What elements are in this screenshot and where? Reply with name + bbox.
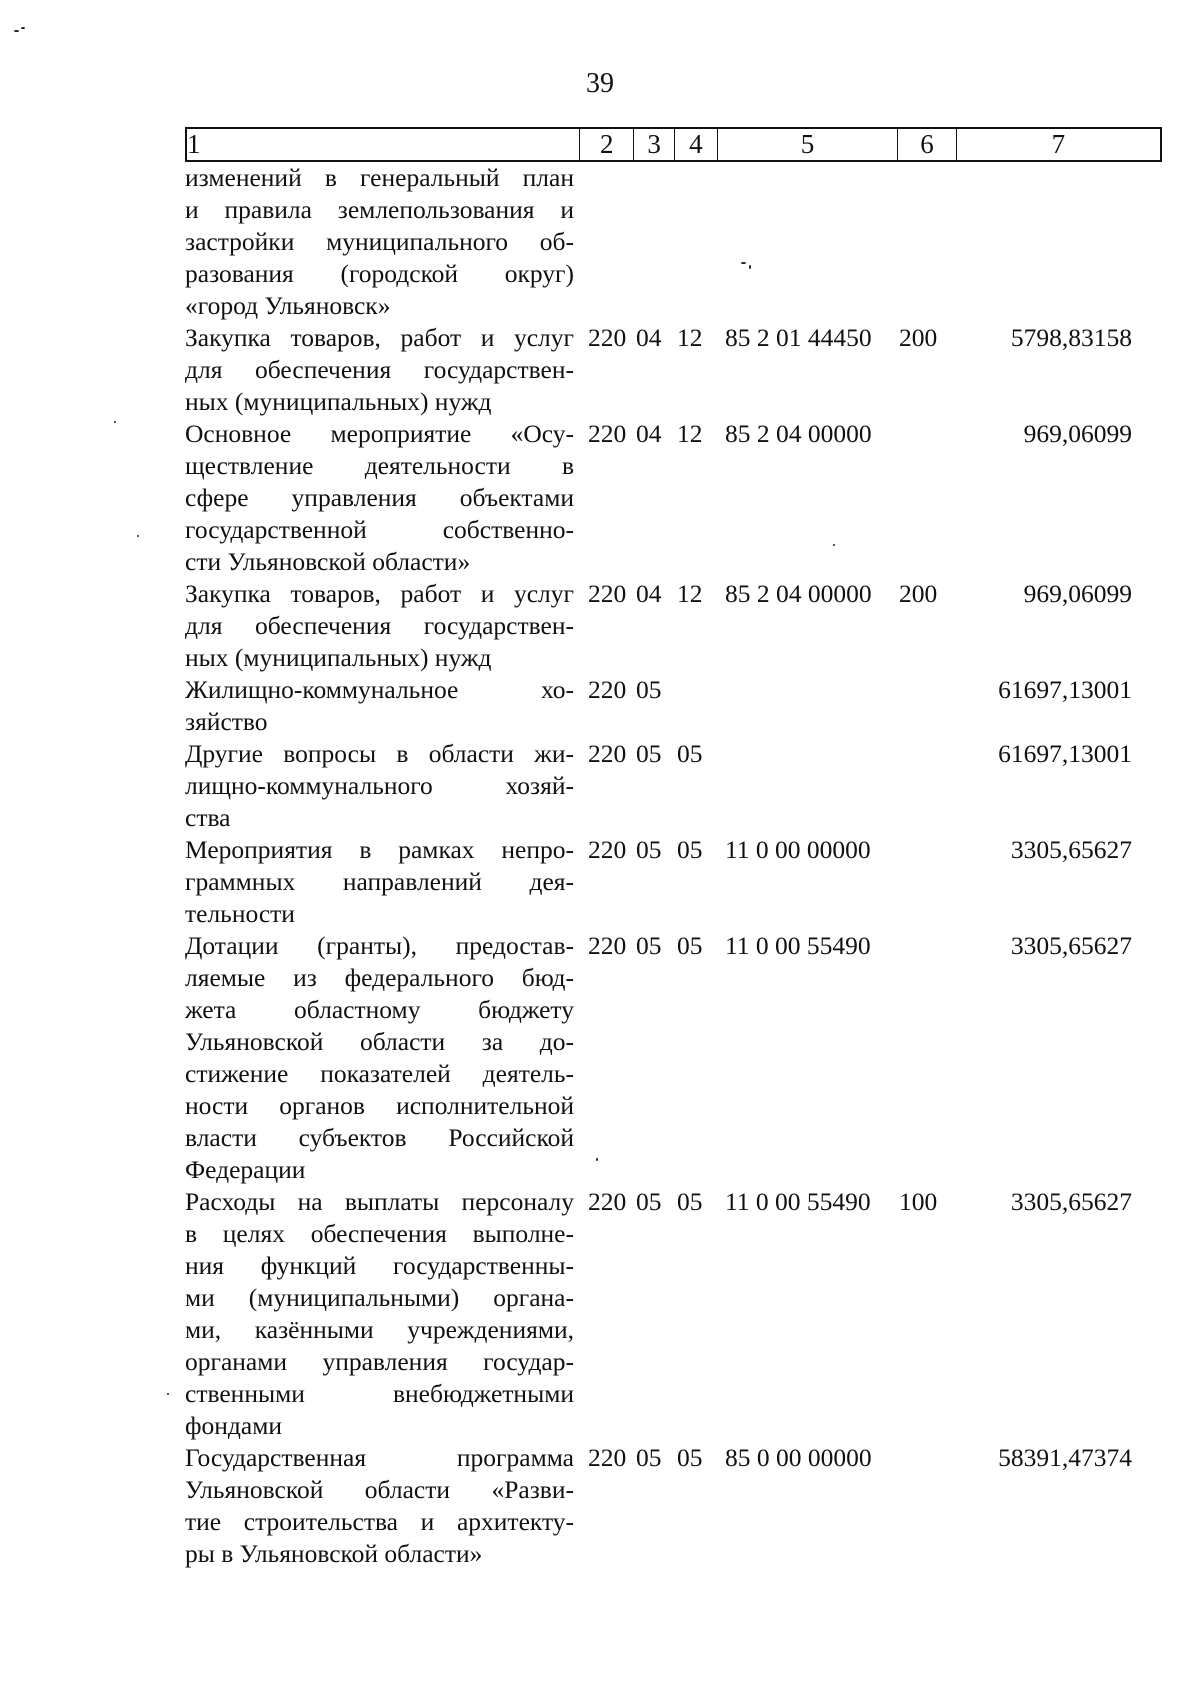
description-line: Ульяновской области «Разви-: [185, 1475, 574, 1504]
description-line: граммных направлений дея-: [185, 867, 574, 896]
header-cell-6: 6: [898, 129, 957, 160]
description-line: Жилищно-коммунальное хо-: [185, 675, 574, 704]
row-section-code: 220: [588, 419, 627, 448]
description-line: ных (муниципальных) нужд: [185, 387, 492, 416]
row-target-article-code: 85 2 01 44450: [725, 323, 872, 352]
row-item-code: 12: [677, 323, 703, 352]
row-amount: 3305,65627: [1010, 931, 1132, 960]
description-line: ры в Ульяновской области»: [185, 1539, 483, 1568]
description-line: стижение показателей деятель-: [185, 1059, 574, 1088]
header-cell-3: 3: [634, 129, 675, 160]
row-description: [185, 834, 580, 930]
description-line: государственной собственно-: [185, 515, 574, 544]
row-amount: 969,06099: [1023, 579, 1132, 608]
scan-speck: [114, 421, 116, 423]
row-section-code: 220: [588, 579, 627, 608]
row-target-article-code: 11 0 00 00000: [725, 835, 871, 864]
row-target-article-code: [718, 738, 899, 834]
description-line: для обеспечения государствен-: [185, 355, 574, 384]
scan-speck: [167, 1393, 169, 1395]
description-line: лищно-коммунального хозяй-: [185, 771, 574, 800]
row-subsection-code: 04: [636, 579, 662, 608]
row-amount: 61697,13001: [998, 739, 1132, 768]
row-description: [185, 418, 580, 578]
row-section-code: 220: [588, 1187, 627, 1216]
row-target-article-code: [718, 674, 899, 738]
row-subsection-code: 04: [636, 323, 662, 352]
row-amount: 61697,13001: [998, 675, 1132, 704]
row-item-code: 12: [677, 579, 703, 608]
scan-speck: [596, 1158, 598, 1161]
description-line: Основное мероприятие «Осу-: [185, 419, 574, 448]
row-description: [185, 738, 580, 834]
description-line: тие строительства и архитекту-: [185, 1507, 574, 1536]
row-target-article-code: 11 0 00 55490: [725, 1187, 871, 1216]
description-line: тельности: [185, 899, 295, 928]
row-target-article-code: 85 2 04 00000: [725, 579, 872, 608]
description-line: Федерации: [185, 1155, 306, 1184]
description-line: Государственная программа: [185, 1443, 574, 1472]
table-row: [185, 322, 1162, 418]
description-line: ляемые из федерального бюд-: [185, 963, 574, 992]
row-section-code: [580, 162, 634, 322]
description-line: разования (городской округ): [185, 259, 574, 288]
row-target-article-code: 85 0 00 00000: [725, 1443, 872, 1472]
budget-table: [185, 127, 1162, 1570]
row-expense-type-code: [899, 418, 958, 578]
row-amount: 969,06099: [1023, 419, 1132, 448]
row-subsection-code: 05: [636, 1443, 662, 1472]
description-line: «город Ульяновск»: [185, 291, 391, 320]
row-amount: 5798,83158: [1010, 323, 1132, 352]
row-target-article-code: [718, 162, 899, 322]
table-row: [185, 674, 1162, 738]
header-cell-5: 5: [718, 129, 898, 160]
row-expense-type-code: [899, 674, 958, 738]
description-line: изменений в генеральный план: [185, 163, 574, 192]
description-line: для обеспечения государствен-: [185, 611, 574, 640]
row-item-code: [675, 162, 718, 322]
row-subsection-code: 05: [636, 835, 662, 864]
row-item-code: 05: [677, 835, 703, 864]
description-line: ния функций государственны-: [185, 1251, 574, 1280]
description-line: сфере управления объектами: [185, 483, 574, 512]
row-amount: 58391,47374: [998, 1443, 1132, 1472]
row-description: [185, 162, 580, 322]
header-cell-4: 4: [675, 129, 718, 160]
row-expense-type-code: [899, 834, 958, 930]
description-line: зяйство: [185, 707, 268, 736]
description-line: Дотации (гранты), предостав-: [185, 931, 574, 960]
table-row: [185, 162, 1162, 322]
row-section-code: 220: [588, 1443, 627, 1472]
row-expense-type-code: [899, 930, 958, 1186]
scan-speck: [741, 262, 746, 264]
row-item-code: 05: [677, 1187, 703, 1216]
table-header: [185, 127, 1162, 162]
row-item-code: 12: [677, 419, 703, 448]
scan-speck: [14, 30, 19, 32]
table-row: [185, 834, 1162, 930]
row-expense-type-code: 200: [899, 579, 938, 608]
row-section-code: 220: [588, 323, 627, 352]
scan-speck: [21, 27, 25, 29]
table-row: [185, 1442, 1162, 1570]
row-section-code: 220: [588, 675, 627, 704]
scan-speck: [137, 535, 139, 537]
description-line: органами управления государ-: [185, 1347, 574, 1376]
row-description: [185, 1442, 580, 1570]
description-line: ных (муниципальных) нужд: [185, 643, 492, 672]
row-subsection-code: 05: [636, 931, 662, 960]
row-description: [185, 322, 580, 418]
description-line: Ульяновской области за до-: [185, 1027, 574, 1056]
scan-speck: [833, 544, 835, 546]
description-line: застройки муниципального об-: [185, 227, 574, 256]
table-body: [185, 162, 1162, 1570]
row-subsection-code: 05: [636, 675, 662, 704]
description-line: сти Ульяновской области»: [185, 547, 471, 576]
description-line: Закупка товаров, работ и услуг: [185, 323, 574, 352]
description-line: жета областному бюджету: [185, 995, 574, 1024]
description-line: и правила землепользования и: [185, 195, 574, 224]
row-expense-type-code: 100: [899, 1187, 938, 1216]
description-line: Закупка товаров, работ и услуг: [185, 579, 574, 608]
row-subsection-code: 05: [636, 739, 662, 768]
row-item-code: 05: [677, 1443, 703, 1472]
row-subsection-code: 04: [636, 419, 662, 448]
description-line: ми (муниципальными) органа-: [185, 1283, 574, 1312]
row-section-code: 220: [588, 931, 627, 960]
row-expense-type-code: [899, 1442, 958, 1570]
row-expense-type-code: 200: [899, 323, 938, 352]
row-section-code: 220: [588, 835, 627, 864]
row-expense-type-code: [899, 162, 958, 322]
page-number: 39: [586, 68, 614, 99]
row-description: [185, 578, 580, 674]
description-line: в целях обеспечения выполне-: [185, 1219, 574, 1248]
table-row: [185, 930, 1162, 1186]
row-amount: [958, 162, 1162, 322]
row-amount: 3305,65627: [1010, 1187, 1132, 1216]
description-line: власти субъектов Российской: [185, 1123, 574, 1152]
description-line: ства: [185, 803, 231, 832]
row-description: [185, 930, 580, 1186]
table-row: [185, 418, 1162, 578]
row-item-code: 05: [677, 739, 703, 768]
description-line: ществление деятельности в: [185, 451, 574, 480]
description-line: ми, казёнными учреждениями,: [185, 1315, 574, 1344]
row-item-code: [675, 674, 718, 738]
table-row: [185, 1186, 1162, 1442]
description-line: ственными внебюджетными: [185, 1379, 574, 1408]
row-description: [185, 1186, 580, 1442]
row-description: [185, 674, 580, 738]
header-cell-2: 2: [580, 129, 634, 160]
row-section-code: 220: [588, 739, 627, 768]
header-cell-1: 1: [187, 129, 580, 160]
description-line: Мероприятия в рамках непро-: [185, 835, 574, 864]
table-row: [185, 738, 1162, 834]
row-subsection-code: [634, 162, 675, 322]
row-target-article-code: 11 0 00 55490: [725, 931, 871, 960]
row-expense-type-code: [899, 738, 958, 834]
description-line: Другие вопросы в области жи-: [185, 739, 574, 768]
row-item-code: 05: [677, 931, 703, 960]
row-target-article-code: 85 2 04 00000: [725, 419, 872, 448]
description-line: фондами: [185, 1411, 282, 1440]
scan-speck: [749, 265, 751, 269]
row-amount: 3305,65627: [1010, 835, 1132, 864]
row-subsection-code: 05: [636, 1187, 662, 1216]
description-line: Расходы на выплаты персоналу: [185, 1187, 574, 1216]
table-row: [185, 578, 1162, 674]
description-line: ности органов исполнительной: [185, 1091, 574, 1120]
header-cell-7: 7: [1051, 129, 1066, 159]
